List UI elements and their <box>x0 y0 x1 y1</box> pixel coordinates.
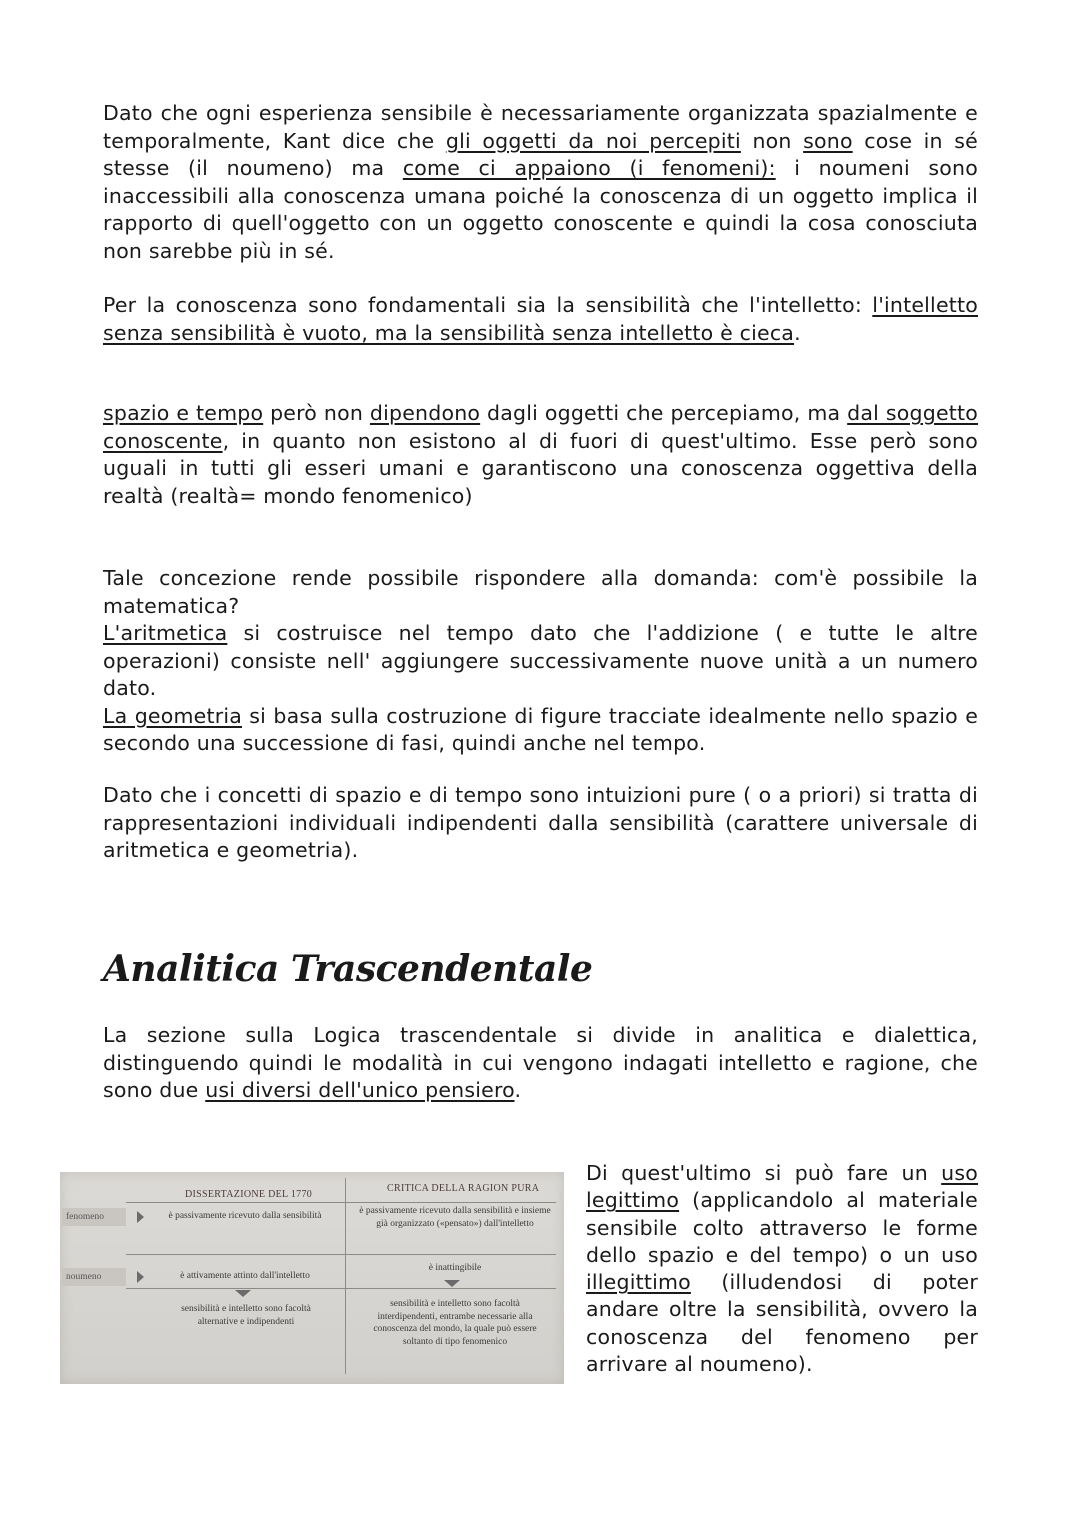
paragraph-spazio-tempo: spazio e tempo però non dipendono dagli oggetti che percepiamo, ma dal soggetto conoscente, in quanto non esistono al di fuori di quest'ultimo. Esse però sono uguali in tutti gli esseri umani e garantiscono una conoscenza oggettiva della realtà (realtà= mondo fenomenico) <box>103 401 978 508</box>
underlined-text: l'intelletto senza sensibilità è vuoto, ma la sensibilità senza intelletto è cieca <box>103 293 978 345</box>
row-label-noumeno: noumeno <box>62 1268 126 1286</box>
table-cell: è passivamente ricevuto dalla sensibilità e insieme già organizzato («pensato») dall'intelletto <box>359 1206 551 1229</box>
table-cell: sensibilità e intelletto sono facoltà interdipendenti, entrambe necessarie alla conoscenza del mondo, la quale può essere soltanto di tipo fenomenico <box>373 1299 537 1347</box>
underlined-text: dipendono <box>369 401 481 425</box>
table-cell: è passivamente ricevuto dalla sensibilità <box>168 1211 322 1221</box>
table-cell: sensibilità e intelletto sono facoltà alternative e indipendenti <box>181 1304 311 1327</box>
underlined-text: come ci appaiono (i fenomeni): <box>402 156 776 180</box>
underlined-text: usi diversi dell'unico pensiero <box>205 1078 515 1102</box>
underlined-text: L'aritmetica <box>103 621 228 645</box>
paragraph-logica-trascendentale: La sezione sulla Logica trascendentale si divide in analitica e dialettica, distinguendo quindi le modalità in cui vengono indagati intelletto e ragione, che sono due usi diversi dell'unico pensiero. <box>103 1023 978 1102</box>
comparison-table-photo <box>60 1172 564 1384</box>
underlined-text: La geometria <box>103 703 242 728</box>
table-cell: è inattingibile <box>428 1263 482 1273</box>
paragraph-intuizioni-pure: Dato che i concetti di spazio e di tempo sono intuizioni pure ( o a priori) si tratta di rappresentazioni individuali indipendenti dalla sensibilità (carattere universale di aritmetica e geometria). <box>103 783 978 862</box>
arrow-down-icon <box>444 1280 460 1287</box>
row-label-fenomeno: fenomeno <box>62 1208 126 1226</box>
table-header-critica: CRITICA DELLA RAGION PURA <box>387 1183 540 1194</box>
underlined-text: gli oggetti da noi percepiti <box>445 128 741 153</box>
arrow-right-icon <box>137 1271 144 1283</box>
section-heading: Analitica Trascendentale <box>103 948 593 990</box>
underlined-text: spazio e tempo <box>103 401 264 425</box>
arrow-down-icon <box>235 1290 251 1297</box>
underlined-text: dal soggetto conoscente <box>103 401 978 453</box>
paragraph-matematica: Tale concezione rende possibile rispondere alla domanda: com'è possibile la matematica? L'aritmetica si costruisce nel tempo dato che l'addizione ( e tutte le altre operazioni) consiste nell' aggiungere successivamente nuove unità a un numero dato. La geometria si basa sulla costruzione di figure tracciate idealmente nello spazio e secondo una successione di fasi, quindi anche nel tempo. <box>103 566 979 755</box>
arrow-right-icon <box>137 1211 144 1223</box>
underlined-text: uso legittimo <box>586 1161 978 1213</box>
table-cell: è attivamente attinto dall'intelletto <box>180 1271 310 1281</box>
underlined-text: illegittimo <box>586 1270 691 1295</box>
paragraph-fenomeno-noumeno: Dato che ogni esperienza sensibile è necessariamente organizzata spazialmente e temporalmente, Kant dice che gli oggetti da noi percepiti non sono cose in sé stesse (il noumeno) ma come ci appaiono (i fenomeni): i noumeni sono inaccessibili alla conoscenza umana poiché la conoscenza di un oggetto implica il rapporto di quell'oggetto con un oggetto conoscente e quindi la cosa conosciuta non sarebbe più in sé. <box>103 101 978 263</box>
paragraph-uso-legittimo: Di quest'ultimo si può fare un uso legittimo (applicandolo al materiale sensibile colto attraverso le forme dello spazio e del tempo) o un uso illegittimo (illudendosi di poter andare oltre la sensibilità, ovvero la conoscenza del fenomeno per arrivare al noumeno). <box>586 1161 978 1377</box>
table-header-dissertazione: DISSERTAZIONE DEL 1770 <box>185 1189 313 1200</box>
underlined-text: sono <box>803 128 853 153</box>
paragraph-sensibilita-intelletto: Per la conoscenza sono fondamentali sia la sensibilità che l'intelletto: l'intelletto senza sensibilità è vuoto, ma la sensibilità senza intelletto è cieca. <box>103 293 978 345</box>
